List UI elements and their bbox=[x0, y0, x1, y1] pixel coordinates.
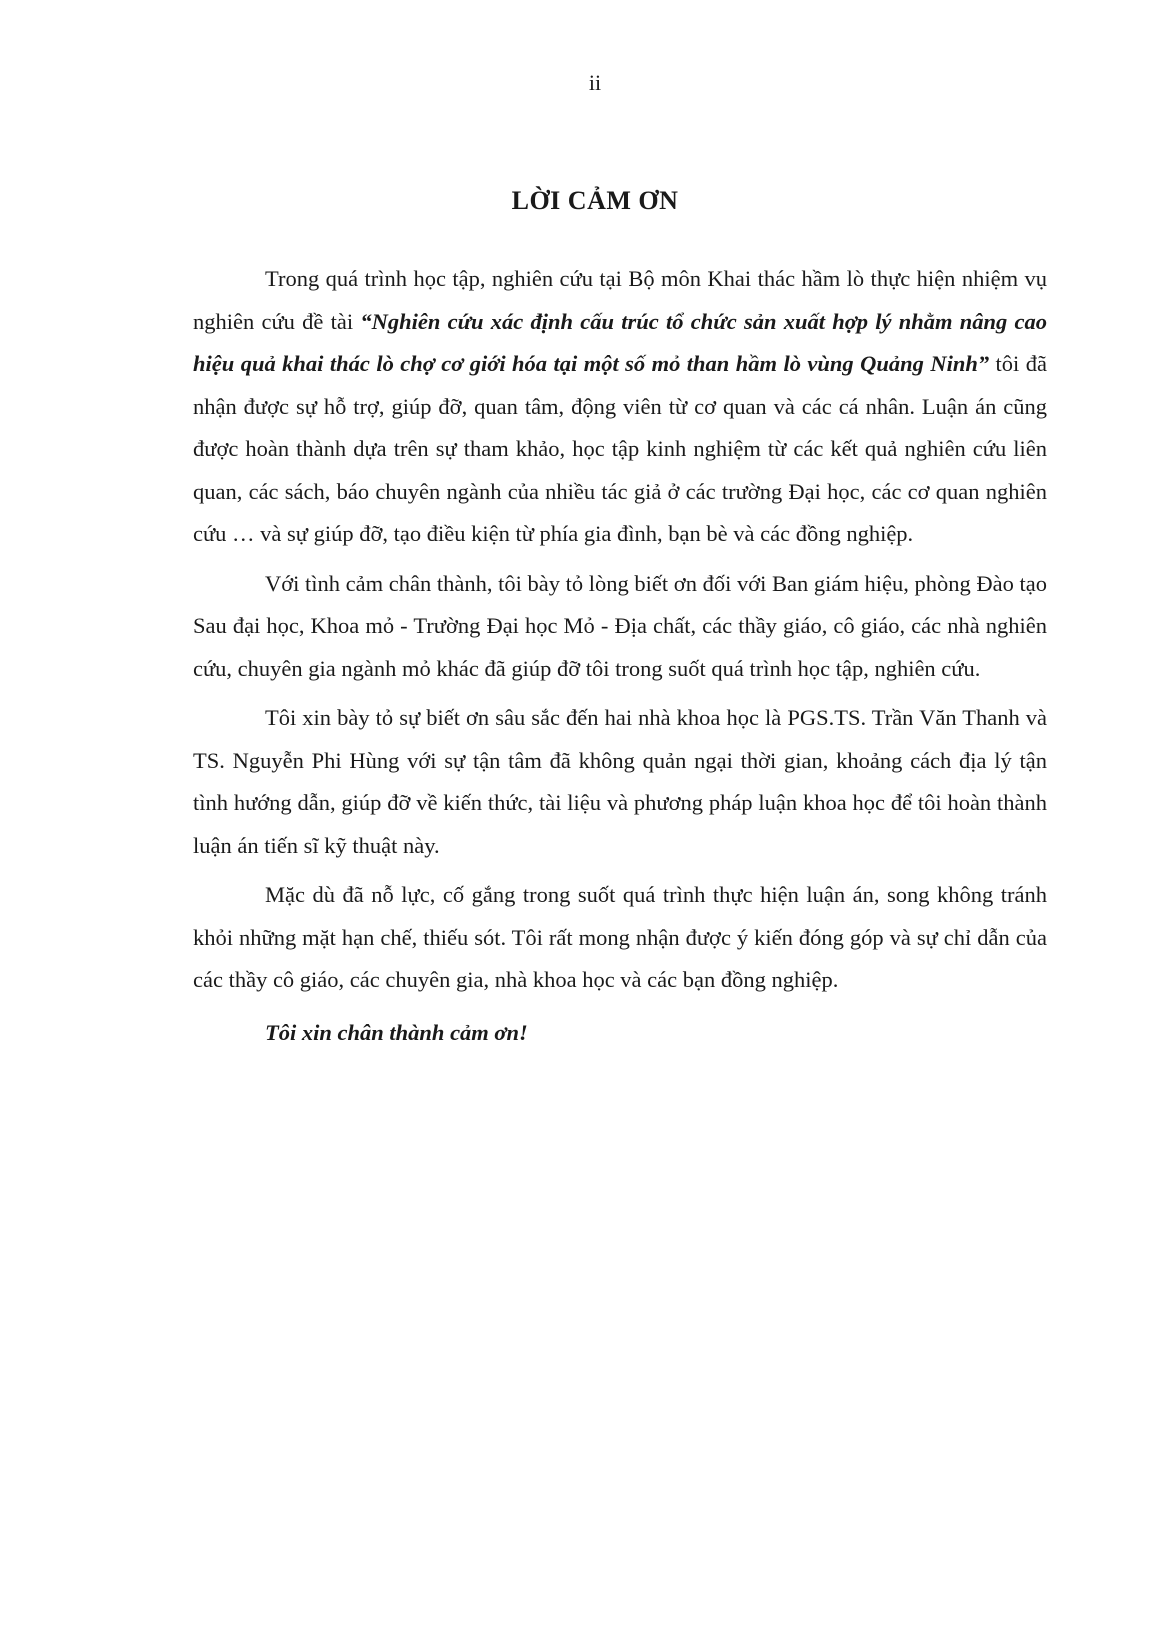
page-number: ii bbox=[588, 70, 602, 95]
paragraph-1 bbox=[193, 258, 1047, 556]
page-title: LỜI CẢM ƠN bbox=[511, 186, 679, 215]
paragraph-2: Với tình cảm chân thành, tôi bày tỏ lòng biết ơn đối với Ban giám hiệu, phòng Đào tạo Sau đại học, Khoa mỏ - Trường Đại học Mỏ - Địa chất, các thầy giáo, cô giáo, các nhà nghiên cứu, chuyên gia ngành mỏ khác đã giúp đỡ tôi trong suốt quá trình học tập, nghiên cứu. bbox=[193, 570, 1047, 681]
thesis-title-emphasis: “Nghiên cứu xác định cấu trúc tổ chức sản xuất hợp lý nhằm nâng cao hiệu quả khai thác lò chợ cơ giới hóa tại một số mỏ than hầm lò vùng Quảng Ninh” bbox=[193, 308, 1047, 376]
paragraph-4: Mặc dù đã nỗ lực, cố gắng trong suốt quá trình thực hiện luận án, song không tránh khỏi những mặt hạn chế, thiếu sót. Tôi rất mong nhận được ý kiến đóng góp và sự chỉ dẫn của các thầy cô giáo, các chuyên gia, nhà khoa học và các bạn đồng nghiệp. bbox=[193, 882, 1047, 992]
closing-line: Tôi xin chân thành cảm ơn! bbox=[265, 1019, 528, 1045]
paragraph-3: Tôi xin bày tỏ sự biết ơn sâu sắc đến hai nhà khoa học là PGS.TS. Trần Văn Thanh và TS. Nguyễn Phi Hùng với sự tận tâm đã không quản ngại thời gian, khoảng cách địa lý tận tình hướng dẫn, giúp đỡ về kiến thức, tài liệu và phương pháp luận khoa học để tôi hoàn thành luận án tiến sĩ kỹ thuật này. bbox=[193, 705, 1047, 858]
paragraph-1-intro: Trong quá trình học tập, nghiên cứu tại Bộ môn Khai thác hầm lò thực hiện nhiệm vụ nghiên cứu đề tài bbox=[193, 266, 1047, 334]
acknowledgement-body bbox=[193, 258, 1047, 1054]
paragraph-1-rest: tôi đã nhận được sự hỗ trợ, giúp đỡ, quan tâm, động viên từ cơ quan và các cá nhân. Luận án cũng được hoàn thành dựa trên sự tham khảo, học tập kinh nghiệm từ các kết quả nghiên cứu liên quan, các sách, báo chuyên ngành của nhiều tác giả ở các trường Đại học, các cơ quan nghiên cứu … và sự giúp đỡ, tạo điều kiện từ phía gia đình, bạn bè và các đồng nghiệp. bbox=[193, 351, 1047, 546]
